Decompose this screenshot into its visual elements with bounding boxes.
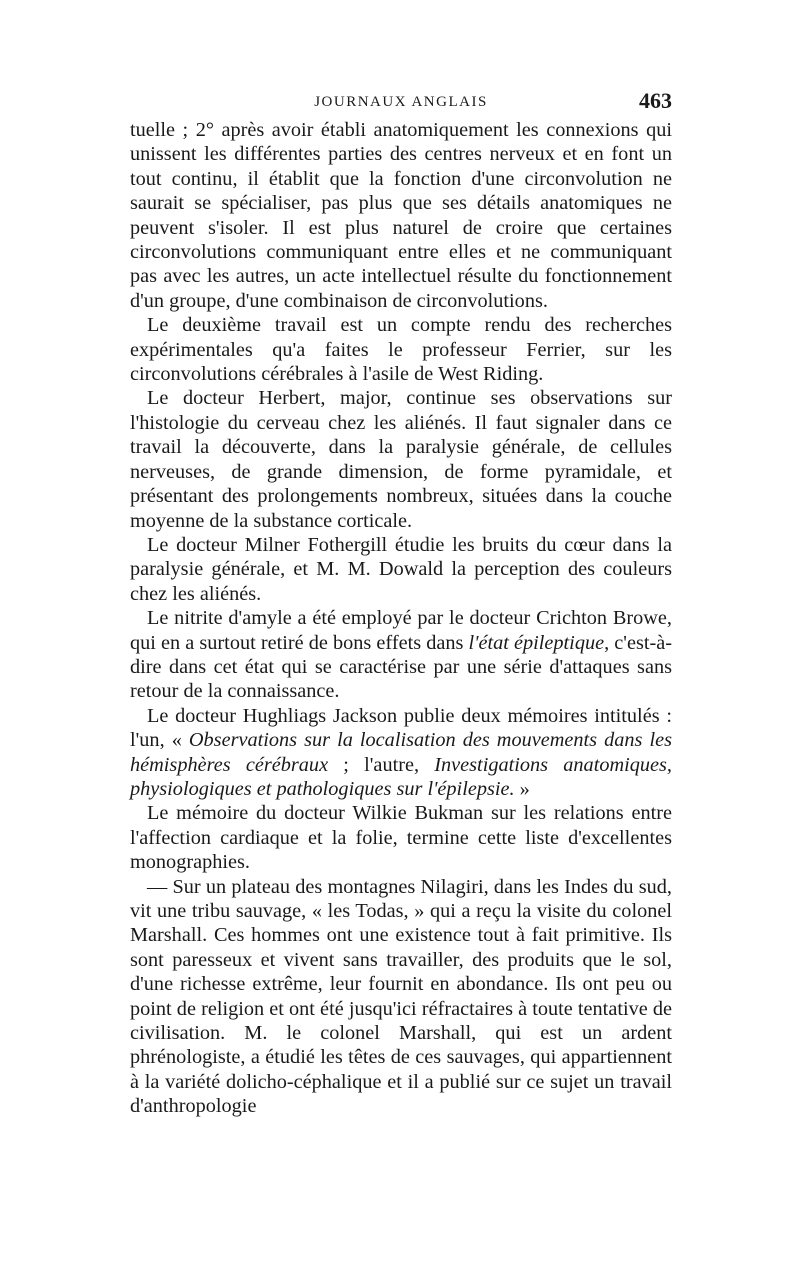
text-segment: ; l'autre, [328, 753, 435, 776]
paragraph [130, 801, 672, 874]
paragraph [130, 606, 672, 704]
text-segment: , c'est-à-dire dans cet état qui se caractérise par une série d'attaques sans retour de la connaissance. [130, 631, 672, 703]
paragraph [130, 875, 672, 1119]
paragraph [130, 118, 672, 313]
paragraph [130, 533, 672, 606]
running-title: JOURNAUX ANGLAIS [314, 94, 488, 110]
page-number: 463 [639, 88, 672, 113]
text-segment: Le mémoire du docteur Wilkie Bukman sur les relations entre l'affection cardiaque et la folie, termine cette liste d'excellentes monographies. [130, 802, 672, 874]
book-page [130, 86, 672, 1119]
text-segment: Le nitrite d'amyle a été employé par le docteur Crichton Browe, qui en a surtout retiré de bons effets dans [130, 607, 672, 654]
text-segment: Le docteur Milner Fothergill étudie les bruits du cœur dans la paralysie générale, et M. M. Dowald la perception des couleurs chez les aliénés. [130, 533, 672, 605]
page-header [130, 86, 672, 118]
paragraph [130, 704, 672, 802]
italic-text: Observations sur la localisation des mouvements dans les hémisphères cérébraux [130, 729, 672, 776]
paragraph [130, 313, 672, 386]
italic-text: l'état épileptique [468, 631, 605, 654]
text-segment: tuelle ; 2° après avoir établi anatomiquement les connexions qui unissent les différentes parties des centres nerveux et en font un tout continu, il établit que la fonction d'une circonvolution ne saurait se spécialiser, pas plus que ses détails anatomiques ne peuvent s'isoler. Il est plus naturel de croire que certaines circonvolutions communiquant entre elles et ne communiquant pas avec les autres, un acte intellectuel résulte du fonctionnement d'un groupe, d'une combinaison de circonvolutions. [130, 119, 672, 312]
text-segment: — Sur un plateau des montagnes Nilagiri, dans les Indes du sud, vit une tribu sauvage, « les Todas, » qui a reçu la visite du colonel Marshall. Ces hommes ont une existence tout à fait primitive. Ils sont paresseux et vivent sans travailler, des produits que le sol, d'une richesse extrême, leur fournit en abondance. Ils ont peu ou point de religion et ont été jusqu'ici réfractaires à toute tentative de civilisation. M. le colonel Marshall, qui est un ardent phrénologiste, a étudié les têtes de ces sauvages, qui appartiennent à la variété dolicho-céphalique et il a publié sur ce sujet un travail d'anthropologie [130, 875, 672, 1118]
text-segment: » [514, 777, 530, 800]
text-segment: Le docteur Herbert, major, continue ses observations sur l'histologie du cerveau chez les aliénés. Il faut signaler dans ce travail la découverte, dans la paralysie générale, de cellules nerveuses, de grande dimension, de forme pyramidale, et présentant des prolongements nombreux, situées dans la couche moyenne de la substance corticale. [130, 387, 672, 532]
text-segment: Le docteur Hughliags Jackson publie deux mémoires intitulés : l'un, « [130, 704, 672, 752]
text-segment: Le deuxième travail est un compte rendu des recherches expérimentales qu'a faites le professeur Ferrier, sur les circonvolutions cérébrales à l'asile de West Riding. [130, 314, 672, 386]
body-text [130, 118, 672, 1119]
italic-text: Investigations anatomiques, physiologiques et pathologiques sur l'épilepsie. [130, 753, 672, 800]
paragraph [130, 386, 672, 532]
